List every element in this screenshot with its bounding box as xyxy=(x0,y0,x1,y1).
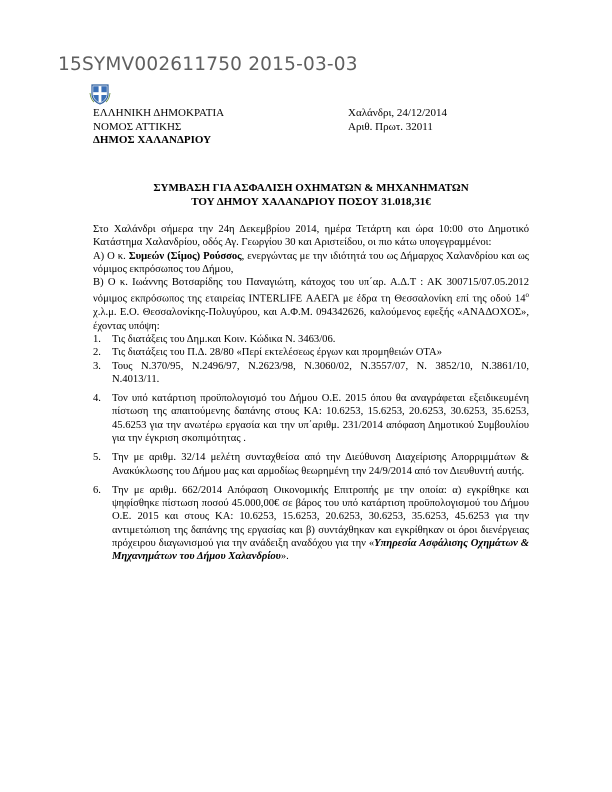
list-item-number: 3. xyxy=(93,360,101,372)
list-item xyxy=(93,451,529,478)
party-a-paragraph xyxy=(93,250,529,277)
list-item xyxy=(93,392,529,445)
header-prefecture: ΝΟΜΟΣ ΑΤΤΙΚΗΣ xyxy=(93,120,182,133)
list-item xyxy=(93,360,529,387)
list-item-text: Τον υπό κατάρτιση προϋπολογισμό του Δήμου Ο.Ε. 2015 όπου θα αναγράφεται εξειδικευμένη πίστωση της απαιτούμενης δαπάνης στους ΚΑ: 10.6253, 15.6253, 20.6253, 30.6253, 35.6253, 45.6253 για την ανωτέρω εργασία και την υπ΄αριθμ. 231/2014 απόφαση Δημοτικού Συμβουλίου για την έγκριση σκοπιμότητας . xyxy=(112,393,529,444)
contract-body xyxy=(93,223,529,564)
header-municipality: ΔΗΜΟΣ ΧΑΛΑΝΔΡΙΟΥ xyxy=(93,134,212,146)
list-item-number: 4. xyxy=(93,393,101,405)
list-item-number: 6. xyxy=(93,484,101,496)
intro-paragraph: Στο Χαλάνδρι σήμερα την 24η Δεκεμβρίου 2014, ημέρα Τετάρτη και ώρα 10:00 στο Δημοτικό Κατάστημα Χαλανδρίου, οδός Αγ. Γεωργίου 30 και Αριστείδου, οι πιο κάτω υπογεγραμμένοι: xyxy=(93,224,529,249)
title-line-2: ΤΟΥ ΔΗΜΟΥ ΧΑΛΑΝΔΡΙΟΥ ΠΟΣΟΥ 31.018,31€ xyxy=(191,196,431,208)
title-line-1: ΣΥΜΒΑΣΗ ΓΙΑ ΑΣΦΑΛΙΣΗ ΟΧΗΜΑΤΩΝ & ΜΗΧΑΝΗΜΑΤΩΝ xyxy=(153,182,469,194)
party-b-text: Β) Ο κ. Ιωάννης Βοτσαρίδης του Παναγιώτη, κάτοχος του υπ΄αρ. Α.Δ.Τ : ΑΚ 300715/07.05.2012 νόμιμος εκπρόσωπος της εταιρείας INTERLIFE ΑΑΕΓΑ με έδρα τη Θεσσαλονίκη επί της οδού 14 xyxy=(93,277,529,306)
header-country: ΕΛΛΗΝΙΚΗ ΔΗΜΟΚΡΑΤΙΑ xyxy=(93,107,225,119)
service-name: Υπηρεσία Ασφάλισης Οχημάτων & Μηχανημάτων του Δήμου Χαλανδρίου xyxy=(112,538,529,563)
issuer-block xyxy=(93,107,224,148)
list-item-text: Την με αριθμ. 32/14 μελέτη συνταχθείσα από την Διεύθυνση Διαχείρισης Απορριμμάτων & Ανακύκλωσης του Δήμου μας και αρμοδίως θεωρημένη την 24/9/2014 από τον Διευθυντή αυτής. xyxy=(112,452,529,477)
document-id-watermark: 15SYMV002611750 2015-03-03 xyxy=(58,54,358,75)
contract-title xyxy=(93,181,529,209)
list-item-text: Τους Ν.370/95, Ν.2496/97, Ν.2623/98, Ν.3060/02, Ν.3557/07, Ν. 3852/10, Ν.3861/10, Ν.4013/11. xyxy=(112,360,529,385)
list-item-text: Τις διατάξεις του Π.Δ. 28/80 «Περί εκτελέσεως έργων και προμηθειών ΟΤΑ» xyxy=(112,347,443,359)
protocol-number: Αριθ. Πρωτ. 32011 xyxy=(348,120,433,133)
list-item-text-end: ». xyxy=(280,551,289,563)
considerations-list xyxy=(93,333,529,564)
party-a-role: , ενεργώντας με την ιδιότητά του ως Δήμαρχος Χαλανδρίου και ως νόμιμος εκπρόσωπος του Δήμου, xyxy=(93,250,529,275)
party-a-name: Συμεών (Σίμος) Ρούσσος xyxy=(128,250,242,262)
party-b-paragraph xyxy=(93,276,529,333)
list-item-text: Τις διατάξεις του Δημ.και Κοιν. Κώδικα Ν. 3463/06. xyxy=(112,333,336,345)
reference-block xyxy=(348,107,447,134)
party-a-prefix: Α) Ο κ. xyxy=(93,250,126,262)
list-item xyxy=(93,346,529,359)
greek-coat-of-arms-icon xyxy=(88,82,112,106)
list-item-number: 5. xyxy=(93,452,101,464)
list-item-number: 2. xyxy=(93,347,101,359)
document-date: Χαλάνδρι, 24/12/2014 xyxy=(348,107,448,119)
list-item-number: 1. xyxy=(93,333,101,345)
list-item xyxy=(93,484,529,564)
list-item xyxy=(93,333,529,346)
list-item-text: Την με αριθμ. 662/2014 Απόφαση Οικονομικής Επιτροπής με την οποία: α) εγκρίθηκε και ψηφίσθηκε πίστωση ποσού 45.000,00€ σε βάρος του υπό κατάρτιση προϋπολογισμού του Δήμου Ο.Ε. 2015 και στους ΚΑ: 10.6253, 15.6253, 20.6253, 30.6253, 35.6253, 45.6253 για την αντιμετώπιση της δαπάνης της εργασίας και β) συντάχθηκαν και εγκρίθηκαν οι όροι διενέργειας πρόχειρου διαγωνισμού για την ανάδειξη αναδόχου για την « xyxy=(112,484,529,550)
party-b-superscript: ο xyxy=(525,291,529,300)
party-b-text-end: χ.λ.μ. Ε.Ο. Θεσσαλονίκης-Πολυγύρου, και Α.Φ.Μ. 094342626, καλούμενος εφεξής «ΑΝΑΔΟΧΟΣ», έχοντας υπόψη: xyxy=(93,307,529,332)
